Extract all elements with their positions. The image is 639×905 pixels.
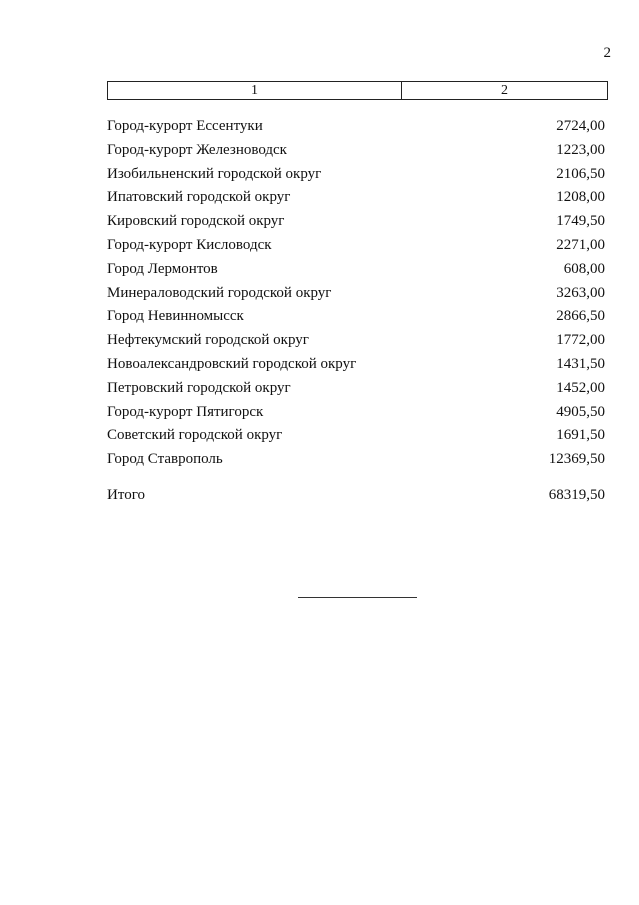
table-row [107,424,605,448]
municipality-name: Город Лермонтов [107,260,218,277]
column-header-2: 2 [501,82,508,98]
total-value: 68319,50 [548,487,605,503]
amount-value: 1452,00 [556,379,605,396]
table-row [107,353,605,377]
end-of-document-line [298,597,417,598]
amount-value: 1772,00 [556,332,605,349]
municipality-name: Город-курорт Кисловодск [107,236,272,253]
municipality-name: Кировский городской округ [107,213,285,230]
municipality-name: Город-курорт Пятигорск [107,403,264,420]
amount-value: 2271,00 [556,236,605,253]
amount-value: 1223,00 [556,141,605,158]
municipality-name: Город Невинномысск [107,308,244,325]
municipality-name: Ипатовский городской округ [107,189,291,206]
amount-value: 1691,50 [556,427,605,444]
amount-value: 4905,50 [556,403,605,420]
municipality-name: Петровский городской округ [107,379,291,396]
municipality-name: Новоалександровский городской округ [107,355,357,372]
municipality-name: Город Ставрополь [107,451,223,468]
table-row [107,210,605,234]
table-row [107,163,605,187]
table-row [107,305,605,329]
page-number: 2 [603,45,611,61]
amount-value: 2106,50 [556,165,605,182]
table-row [107,139,605,163]
municipality-name: Минераловодский городской округ [107,284,332,301]
table-row [107,186,605,210]
column-header-table [107,81,608,100]
amount-value: 1208,00 [556,189,605,206]
total-row [107,484,605,507]
municipality-name: Советский городской округ [107,427,283,444]
column-header-1: 1 [108,82,402,99]
amount-value: 3263,00 [556,284,605,301]
municipality-name: Изобильненский городской округ [107,165,322,182]
municipality-name: Город-курорт Ессентуки [107,118,263,134]
table-row [107,282,605,306]
amount-value: 2866,50 [556,308,605,325]
table-row [107,234,605,258]
municipality-name: Нефтекумский городской округ [107,332,309,349]
amount-value: 12369,50 [548,451,605,468]
table-row [107,329,605,353]
total-label: Итого [107,487,145,503]
municipality-list [107,115,605,472]
table-row [107,115,605,139]
municipality-name: Город-курорт Железноводск [107,141,287,158]
amount-value: 608,00 [563,260,605,277]
table-row [107,377,605,401]
table-row [107,401,605,425]
table-row [107,258,605,282]
table-row [107,448,605,472]
amount-value: 1431,50 [556,355,605,372]
amount-value: 1749,50 [556,213,605,230]
amount-value: 2724,00 [556,118,605,134]
